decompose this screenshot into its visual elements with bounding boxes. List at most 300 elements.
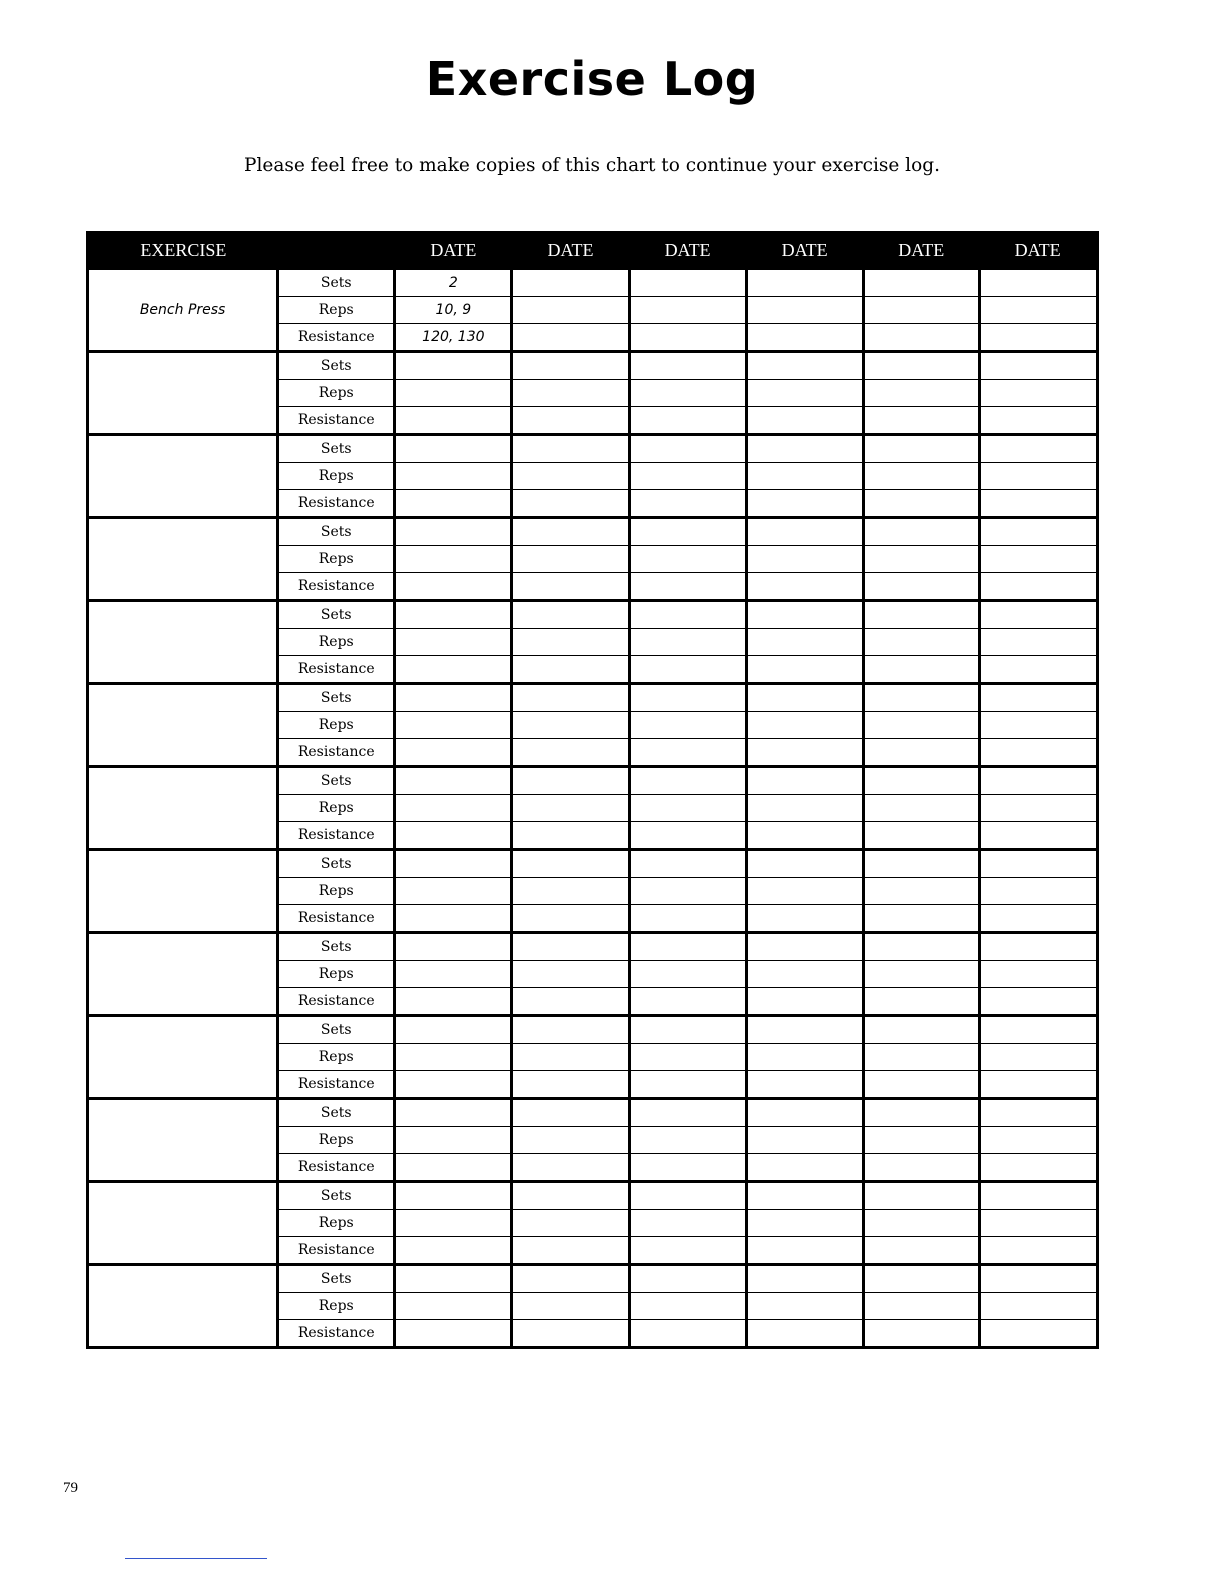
log-entry-cell[interactable] — [979, 684, 1097, 712]
log-entry-cell[interactable] — [629, 1265, 746, 1293]
log-entry-cell[interactable] — [863, 988, 979, 1016]
exercise-name-cell[interactable] — [88, 1016, 278, 1099]
log-entry-cell[interactable] — [512, 297, 629, 324]
metric-label: Resistance — [278, 656, 395, 684]
log-entry-cell[interactable] — [979, 546, 1097, 573]
log-entry-cell[interactable] — [746, 767, 863, 795]
log-entry-cell[interactable] — [979, 1044, 1097, 1071]
log-entry-cell[interactable] — [979, 407, 1097, 435]
log-entry-cell[interactable] — [395, 656, 512, 684]
table-row — [88, 269, 1098, 297]
metric-label: Resistance — [278, 1320, 395, 1348]
log-entry-cell[interactable] — [395, 1182, 512, 1210]
metric-label: Sets — [278, 850, 395, 878]
table-row — [88, 435, 1098, 463]
log-entry-cell[interactable] — [863, 407, 979, 435]
log-entry-cell[interactable] — [746, 739, 863, 767]
log-entry-cell[interactable] — [746, 822, 863, 850]
log-entry-cell[interactable] — [746, 573, 863, 601]
log-entry-cell[interactable] — [629, 269, 746, 297]
metric-label: Reps — [278, 297, 395, 324]
log-entry-cell[interactable] — [863, 656, 979, 684]
log-entry-cell[interactable] — [629, 573, 746, 601]
log-entry-cell[interactable] — [979, 988, 1097, 1016]
table-row — [88, 1099, 1098, 1127]
log-entry-cell[interactable] — [863, 629, 979, 656]
log-entry-cell[interactable] — [512, 905, 629, 933]
metric-label: Reps — [278, 463, 395, 490]
log-entry-cell[interactable] — [746, 961, 863, 988]
log-entry-cell[interactable] — [395, 1016, 512, 1044]
log-entry-cell[interactable] — [979, 712, 1097, 739]
log-entry-cell[interactable] — [979, 1182, 1097, 1210]
log-entry-cell[interactable] — [746, 988, 863, 1016]
log-entry-cell[interactable] — [512, 269, 629, 297]
exercise-name-cell[interactable] — [88, 933, 278, 1016]
log-entry-cell[interactable] — [863, 1320, 979, 1348]
log-entry-cell[interactable] — [979, 1154, 1097, 1182]
exercise-name-cell[interactable] — [88, 1099, 278, 1182]
log-entry-cell[interactable] — [395, 822, 512, 850]
log-entry-cell[interactable] — [512, 380, 629, 407]
exercise-name-cell[interactable] — [88, 1265, 278, 1348]
log-entry-cell[interactable] — [979, 739, 1097, 767]
log-entry-cell[interactable] — [863, 850, 979, 878]
log-entry-cell[interactable] — [979, 1320, 1097, 1348]
table-row — [88, 352, 1098, 380]
page-title: Exercise Log — [425, 52, 759, 106]
log-entry-cell[interactable] — [746, 435, 863, 463]
metric-label: Sets — [278, 684, 395, 712]
log-entry-cell[interactable] — [629, 1127, 746, 1154]
log-entry-cell[interactable] — [395, 684, 512, 712]
log-entry-cell[interactable] — [629, 1320, 746, 1348]
log-entry-cell[interactable] — [979, 961, 1097, 988]
log-entry-cell[interactable] — [746, 1265, 863, 1293]
table-row — [88, 1016, 1098, 1044]
log-entry-cell[interactable] — [512, 933, 629, 961]
log-entry-cell[interactable] — [863, 1210, 979, 1237]
log-entry-cell[interactable] — [395, 1210, 512, 1237]
log-entry-cell[interactable] — [395, 1320, 512, 1348]
log-entry-cell[interactable] — [746, 1154, 863, 1182]
header-date: DATE — [512, 233, 629, 269]
log-entry-cell[interactable] — [512, 573, 629, 601]
log-entry-cell[interactable] — [746, 490, 863, 518]
log-entry-cell[interactable] — [746, 795, 863, 822]
log-entry-cell[interactable] — [512, 352, 629, 380]
log-entry-cell[interactable] — [512, 1320, 629, 1348]
log-entry-cell[interactable] — [863, 795, 979, 822]
log-entry-cell[interactable] — [629, 546, 746, 573]
log-entry-cell[interactable]: 10, 9 — [395, 297, 512, 324]
log-entry-cell[interactable] — [512, 1016, 629, 1044]
metric-label: Reps — [278, 629, 395, 656]
log-entry-cell[interactable] — [512, 1293, 629, 1320]
header-date: DATE — [979, 233, 1097, 269]
log-entry-cell[interactable] — [863, 1016, 979, 1044]
log-entry-cell[interactable]: 120, 130 — [395, 324, 512, 352]
log-entry-cell[interactable] — [629, 684, 746, 712]
exercise-name-cell[interactable] — [88, 767, 278, 850]
log-entry-cell[interactable] — [395, 905, 512, 933]
log-entry-cell[interactable] — [395, 1127, 512, 1154]
log-entry-cell[interactable] — [629, 380, 746, 407]
log-entry-cell[interactable] — [629, 1182, 746, 1210]
log-entry-cell[interactable] — [395, 573, 512, 601]
log-entry-cell[interactable] — [395, 1099, 512, 1127]
metric-label: Sets — [278, 601, 395, 629]
metric-label: Resistance — [278, 905, 395, 933]
log-entry-cell[interactable] — [512, 407, 629, 435]
log-entry-cell[interactable] — [979, 380, 1097, 407]
log-entry-cell[interactable] — [863, 1237, 979, 1265]
log-entry-cell[interactable] — [979, 1293, 1097, 1320]
log-entry-cell[interactable] — [746, 1099, 863, 1127]
log-entry-cell[interactable] — [395, 490, 512, 518]
log-entry-cell[interactable] — [979, 629, 1097, 656]
header-date: DATE — [629, 233, 746, 269]
log-entry-cell[interactable] — [746, 905, 863, 933]
log-entry-cell[interactable] — [629, 435, 746, 463]
log-entry-cell[interactable] — [979, 1210, 1097, 1237]
log-entry-cell[interactable] — [979, 850, 1097, 878]
log-entry-cell[interactable] — [746, 380, 863, 407]
log-entry-cell[interactable] — [746, 712, 863, 739]
log-entry-cell[interactable] — [512, 546, 629, 573]
log-entry-cell[interactable] — [746, 1210, 863, 1237]
log-entry-cell[interactable]: 2 — [395, 269, 512, 297]
log-entry-cell[interactable] — [512, 463, 629, 490]
log-entry-cell[interactable] — [746, 1071, 863, 1099]
log-entry-cell[interactable] — [863, 518, 979, 546]
log-entry-cell[interactable] — [746, 463, 863, 490]
log-entry-cell[interactable] — [512, 490, 629, 518]
metric-label: Resistance — [278, 1071, 395, 1099]
log-entry-cell[interactable] — [395, 795, 512, 822]
log-entry-cell[interactable] — [395, 712, 512, 739]
log-entry-cell[interactable] — [629, 1071, 746, 1099]
log-entry-cell[interactable] — [629, 1016, 746, 1044]
exercise-name-cell[interactable] — [88, 601, 278, 684]
log-entry-cell[interactable] — [512, 1044, 629, 1071]
log-entry-cell[interactable] — [629, 297, 746, 324]
log-entry-cell[interactable] — [629, 822, 746, 850]
log-entry-cell[interactable] — [629, 490, 746, 518]
metric-label: Sets — [278, 269, 395, 297]
log-entry-cell[interactable] — [979, 269, 1097, 297]
log-entry-cell[interactable] — [863, 767, 979, 795]
log-entry-cell[interactable] — [863, 463, 979, 490]
log-entry-cell[interactable] — [629, 324, 746, 352]
log-entry-cell[interactable] — [746, 1044, 863, 1071]
log-entry-cell[interactable] — [979, 1071, 1097, 1099]
log-entry-cell[interactable] — [512, 1237, 629, 1265]
metric-label: Reps — [278, 712, 395, 739]
log-entry-cell[interactable] — [395, 767, 512, 795]
metric-label: Sets — [278, 767, 395, 795]
header-exercise: EXERCISE — [88, 233, 278, 269]
log-entry-cell[interactable] — [512, 684, 629, 712]
log-entry-cell[interactable] — [863, 352, 979, 380]
footer-link-line — [125, 1558, 267, 1559]
table-row — [88, 767, 1098, 795]
log-entry-cell[interactable] — [512, 656, 629, 684]
log-entry-cell[interactable] — [395, 1071, 512, 1099]
log-entry-cell[interactable] — [746, 1016, 863, 1044]
log-entry-cell[interactable] — [629, 463, 746, 490]
log-entry-cell[interactable] — [979, 1016, 1097, 1044]
log-entry-cell[interactable] — [629, 1044, 746, 1071]
log-entry-cell[interactable] — [395, 463, 512, 490]
log-entry-cell[interactable] — [979, 1237, 1097, 1265]
log-entry-cell[interactable] — [512, 767, 629, 795]
metric-label: Resistance — [278, 822, 395, 850]
metric-label: Reps — [278, 1210, 395, 1237]
log-entry-cell[interactable] — [512, 961, 629, 988]
log-entry-cell[interactable] — [512, 712, 629, 739]
log-entry-cell[interactable] — [979, 490, 1097, 518]
log-entry-cell[interactable] — [746, 352, 863, 380]
log-entry-cell[interactable] — [395, 933, 512, 961]
log-entry-cell[interactable] — [746, 601, 863, 629]
log-entry-cell[interactable] — [979, 297, 1097, 324]
log-entry-cell[interactable] — [979, 1265, 1097, 1293]
log-entry-cell[interactable] — [629, 878, 746, 905]
log-entry-cell[interactable] — [863, 822, 979, 850]
log-entry-cell[interactable] — [395, 352, 512, 380]
log-entry-cell[interactable] — [746, 1127, 863, 1154]
log-entry-cell[interactable] — [746, 297, 863, 324]
log-entry-cell[interactable] — [512, 739, 629, 767]
log-entry-cell[interactable] — [979, 905, 1097, 933]
metric-label: Reps — [278, 1293, 395, 1320]
table-row — [88, 933, 1098, 961]
log-entry-cell[interactable] — [746, 629, 863, 656]
log-entry-cell[interactable] — [512, 601, 629, 629]
log-entry-cell[interactable] — [395, 739, 512, 767]
log-entry-cell[interactable] — [979, 573, 1097, 601]
log-entry-cell[interactable] — [979, 324, 1097, 352]
log-entry-cell[interactable] — [863, 269, 979, 297]
log-entry-cell[interactable] — [629, 1154, 746, 1182]
log-entry-cell[interactable] — [512, 435, 629, 463]
log-entry-cell[interactable] — [863, 601, 979, 629]
log-entry-cell[interactable] — [863, 1293, 979, 1320]
log-entry-cell[interactable] — [629, 407, 746, 435]
log-entry-cell[interactable] — [979, 795, 1097, 822]
log-entry-cell[interactable] — [629, 656, 746, 684]
log-entry-cell[interactable] — [746, 546, 863, 573]
exercise-log-table — [86, 231, 1099, 1349]
log-entry-cell[interactable] — [863, 573, 979, 601]
log-entry-cell[interactable] — [746, 684, 863, 712]
log-entry-cell[interactable] — [629, 850, 746, 878]
log-entry-cell[interactable] — [629, 767, 746, 795]
metric-label: Resistance — [278, 324, 395, 352]
metric-label: Sets — [278, 1099, 395, 1127]
log-entry-cell[interactable] — [746, 518, 863, 546]
log-entry-cell[interactable] — [863, 878, 979, 905]
log-entry-cell[interactable] — [512, 795, 629, 822]
exercise-name-cell[interactable] — [88, 518, 278, 601]
log-entry-cell[interactable] — [979, 601, 1097, 629]
log-entry-cell[interactable] — [979, 463, 1097, 490]
log-entry-cell[interactable] — [395, 601, 512, 629]
exercise-name-cell[interactable] — [88, 850, 278, 933]
log-entry-cell[interactable] — [746, 1293, 863, 1320]
table-row — [88, 601, 1098, 629]
log-entry-cell[interactable] — [629, 1099, 746, 1127]
log-entry-cell[interactable] — [863, 961, 979, 988]
log-entry-cell[interactable] — [512, 1127, 629, 1154]
log-entry-cell[interactable] — [512, 878, 629, 905]
log-entry-cell[interactable] — [395, 878, 512, 905]
log-entry-cell[interactable] — [512, 518, 629, 546]
log-entry-cell[interactable] — [629, 905, 746, 933]
log-entry-cell[interactable] — [746, 1182, 863, 1210]
log-entry-cell[interactable] — [979, 435, 1097, 463]
metric-label: Resistance — [278, 988, 395, 1016]
log-entry-cell[interactable] — [395, 988, 512, 1016]
header-row — [88, 233, 1098, 269]
table-row — [88, 1265, 1098, 1293]
log-entry-cell[interactable] — [746, 878, 863, 905]
log-entry-cell[interactable] — [395, 629, 512, 656]
log-entry-cell[interactable] — [979, 656, 1097, 684]
log-entry-cell[interactable] — [863, 435, 979, 463]
log-entry-cell[interactable] — [863, 684, 979, 712]
metric-label: Resistance — [278, 573, 395, 601]
log-entry-cell[interactable] — [629, 629, 746, 656]
log-entry-cell[interactable] — [512, 1099, 629, 1127]
log-entry-cell[interactable] — [863, 712, 979, 739]
log-entry-cell[interactable] — [863, 490, 979, 518]
log-entry-cell[interactable] — [863, 933, 979, 961]
log-entry-cell[interactable] — [395, 407, 512, 435]
log-entry-cell[interactable] — [863, 1265, 979, 1293]
log-entry-cell[interactable] — [746, 1320, 863, 1348]
log-entry-cell[interactable] — [512, 1071, 629, 1099]
header-date: DATE — [746, 233, 863, 269]
log-entry-cell[interactable] — [512, 850, 629, 878]
page-number: 79 — [63, 1480, 78, 1496]
log-entry-cell[interactable] — [979, 518, 1097, 546]
log-body — [88, 269, 1098, 1348]
log-entry-cell[interactable] — [629, 739, 746, 767]
log-entry-cell[interactable] — [979, 878, 1097, 905]
log-entry-cell[interactable] — [395, 546, 512, 573]
metric-label: Reps — [278, 1044, 395, 1071]
log-entry-cell[interactable] — [863, 739, 979, 767]
log-entry-cell[interactable] — [629, 988, 746, 1016]
log-entry-cell[interactable] — [629, 961, 746, 988]
log-entry-cell[interactable] — [629, 1293, 746, 1320]
metric-label: Reps — [278, 380, 395, 407]
log-entry-cell[interactable] — [746, 933, 863, 961]
log-entry-cell[interactable] — [863, 1071, 979, 1099]
log-entry-cell[interactable] — [395, 850, 512, 878]
log-entry-cell[interactable] — [395, 1154, 512, 1182]
log-entry-cell[interactable] — [395, 380, 512, 407]
log-entry-cell[interactable] — [395, 1293, 512, 1320]
log-entry-cell[interactable] — [629, 518, 746, 546]
log-entry-cell[interactable] — [629, 712, 746, 739]
log-entry-cell[interactable] — [746, 407, 863, 435]
log-entry-cell[interactable] — [512, 629, 629, 656]
log-entry-cell[interactable] — [395, 435, 512, 463]
log-entry-cell[interactable] — [863, 1182, 979, 1210]
table-row — [88, 684, 1098, 712]
exercise-name-cell[interactable]: Bench Press — [88, 269, 278, 352]
log-entry-cell[interactable] — [746, 324, 863, 352]
log-entry-cell[interactable] — [512, 324, 629, 352]
log-entry-cell[interactable] — [863, 1044, 979, 1071]
exercise-name-cell[interactable] — [88, 1182, 278, 1265]
metric-label: Resistance — [278, 407, 395, 435]
exercise-name-cell[interactable] — [88, 684, 278, 767]
log-entry-cell[interactable] — [629, 601, 746, 629]
log-entry-cell[interactable] — [979, 1127, 1097, 1154]
log-entry-cell[interactable] — [863, 905, 979, 933]
log-entry-cell[interactable] — [629, 1210, 746, 1237]
log-entry-cell[interactable] — [863, 1099, 979, 1127]
log-entry-cell[interactable] — [629, 352, 746, 380]
log-entry-cell[interactable] — [629, 1237, 746, 1265]
log-entry-cell[interactable] — [512, 1182, 629, 1210]
log-entry-cell[interactable] — [979, 1099, 1097, 1127]
log-entry-cell[interactable] — [512, 1210, 629, 1237]
log-entry-cell[interactable] — [512, 1154, 629, 1182]
header-metric — [278, 233, 395, 269]
exercise-name-cell[interactable] — [88, 435, 278, 518]
exercise-name-cell[interactable] — [88, 352, 278, 435]
log-entry-cell[interactable] — [746, 656, 863, 684]
log-entry-cell[interactable] — [512, 822, 629, 850]
log-entry-cell[interactable] — [512, 1265, 629, 1293]
log-entry-cell[interactable] — [863, 380, 979, 407]
page-subtitle: Please feel free to make copies of this chart to continue your exercise log. — [244, 155, 940, 176]
log-entry-cell[interactable] — [746, 269, 863, 297]
metric-label: Sets — [278, 1182, 395, 1210]
log-entry-cell[interactable] — [629, 933, 746, 961]
log-entry-cell[interactable] — [979, 822, 1097, 850]
metric-label: Sets — [278, 1016, 395, 1044]
log-entry-cell[interactable] — [979, 933, 1097, 961]
log-entry-cell[interactable] — [395, 1237, 512, 1265]
log-entry-cell[interactable] — [979, 352, 1097, 380]
metric-label: Reps — [278, 1127, 395, 1154]
header-date: DATE — [863, 233, 979, 269]
log-entry-cell[interactable] — [629, 795, 746, 822]
log-entry-cell[interactable] — [395, 518, 512, 546]
log-entry-cell[interactable] — [863, 297, 979, 324]
log-entry-cell[interactable] — [395, 1044, 512, 1071]
metric-label: Resistance — [278, 490, 395, 518]
log-entry-cell[interactable] — [979, 767, 1097, 795]
log-entry-cell[interactable] — [512, 988, 629, 1016]
log-entry-cell[interactable] — [863, 1154, 979, 1182]
log-entry-cell[interactable] — [746, 850, 863, 878]
log-entry-cell[interactable] — [863, 324, 979, 352]
log-entry-cell[interactable] — [746, 1237, 863, 1265]
metric-label: Sets — [278, 352, 395, 380]
log-entry-cell[interactable] — [395, 961, 512, 988]
log-entry-cell[interactable] — [863, 1127, 979, 1154]
log-entry-cell[interactable] — [863, 546, 979, 573]
log-entry-cell[interactable] — [395, 1265, 512, 1293]
metric-label: Resistance — [278, 1154, 395, 1182]
